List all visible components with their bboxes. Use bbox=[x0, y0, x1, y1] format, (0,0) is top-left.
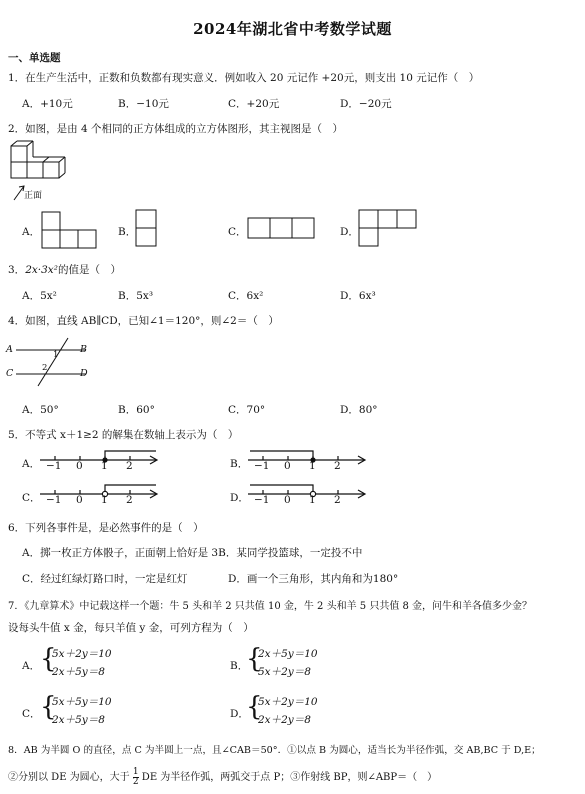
q7-option-d-eq1: 5x＋2y＝10 bbox=[258, 696, 318, 708]
q2-option-d-letter[interactable]: D． bbox=[340, 226, 359, 238]
q7-option-b-eq1: 2x＋5y＝10 bbox=[258, 648, 318, 660]
q3-expression: 2x·3x² bbox=[25, 264, 58, 276]
q2-option-a-letter[interactable]: A． bbox=[22, 226, 41, 238]
q5-option-a-letter[interactable]: A． bbox=[22, 458, 41, 470]
q5-option-c-letter[interactable]: C． bbox=[22, 492, 41, 504]
q6-option-a-b[interactable]: A．掷一枚正方体骰子，正面朝上恰好是 3B．某同学投篮球，一定投不中 bbox=[22, 547, 363, 559]
q7-option-c-letter[interactable]: C． bbox=[22, 708, 41, 720]
q5-a-tick-2: 2 bbox=[126, 460, 133, 472]
q8-fraction bbox=[133, 768, 139, 787]
question-1-stem: 1．在生产生活中，正数和负数都有现实意义．例如收入 20 元记作 +20元，则支出 10 元记作（ ） bbox=[8, 72, 480, 84]
q3-option-d[interactable]: D．6x³ bbox=[340, 290, 376, 302]
q4-label-c: C bbox=[6, 368, 14, 379]
q4-angle-2-label: 2 bbox=[42, 363, 48, 373]
q5-c-tick-1: 1 bbox=[101, 494, 108, 506]
question-3-stem bbox=[8, 262, 121, 277]
question-7-stem-line2: 设每头牛值 x 金，每只羊值 y 金，可列方程为（ ） bbox=[8, 622, 254, 634]
q2-option-c-letter[interactable]: C． bbox=[228, 226, 247, 238]
question-8-line1: 8．AB 为半圆 O 的直径，点 C 为半圆上一点，且∠CAB＝50°．①以点 B 为圆心，适当长为半径作弧，交 AB,BC 于 D,E； bbox=[8, 745, 541, 756]
q2-option-d-view[interactable] bbox=[357, 208, 421, 250]
q4-option-b[interactable]: B．60° bbox=[118, 404, 155, 416]
q1-option-c[interactable]: C．+20元 bbox=[228, 98, 280, 110]
q5-d-tick-1: 1 bbox=[309, 494, 316, 506]
q5-d-tick-0: 0 bbox=[284, 494, 291, 506]
q7-option-c-brace: { bbox=[40, 692, 57, 722]
question-8-line2 bbox=[8, 768, 437, 787]
q5-b-tick-2: 2 bbox=[334, 460, 341, 472]
q8-fraction-numerator: 1 bbox=[132, 767, 139, 777]
q4-option-c[interactable]: C．70° bbox=[228, 404, 266, 416]
q5-c-tick-2: 2 bbox=[126, 494, 133, 506]
q7-option-a-eq1: 5x＋2y＝10 bbox=[52, 648, 112, 660]
q5-d-tick-2: 2 bbox=[334, 494, 341, 506]
q7-option-a-letter[interactable]: A． bbox=[22, 660, 41, 672]
question-4-stem: 4．如图，直线 AB∥CD，已知∠1＝120°，则∠2＝（ ） bbox=[8, 315, 279, 327]
question-2-stem: 2．如图，是由 4 个相同的正方体组成的立方体图形，其主视图是（ ） bbox=[8, 123, 344, 135]
q4-option-d[interactable]: D．80° bbox=[340, 404, 378, 416]
q3-stem-prefix: 3． bbox=[8, 264, 26, 276]
q7-option-b-brace: { bbox=[246, 644, 263, 674]
q6-option-d[interactable]: D．画一个三角形，其内角和为180° bbox=[228, 573, 399, 585]
q5-c-tick-neg1: −1 bbox=[46, 494, 62, 506]
q7-option-a-eq2: 2x＋5y＝8 bbox=[52, 666, 105, 678]
q7-option-d-eq2: 2x＋2y＝8 bbox=[258, 714, 311, 726]
q4-label-a: A bbox=[6, 344, 13, 355]
q5-d-tick-neg1: −1 bbox=[254, 494, 270, 506]
q7-option-c-eq2: 2x＋5y＝8 bbox=[52, 714, 105, 726]
q5-a-tick-neg1: −1 bbox=[46, 460, 62, 472]
q1-option-b[interactable]: B．−10元 bbox=[118, 98, 169, 110]
q7-option-a-brace: { bbox=[40, 644, 57, 674]
q4-option-a[interactable]: A．50° bbox=[22, 404, 59, 416]
q7-option-b-eq2: 5x＋2y＝8 bbox=[258, 666, 311, 678]
q4-label-b: B bbox=[80, 344, 87, 355]
q8-line2-part1: ②分别以 DE 为圆心，大于 bbox=[8, 772, 130, 783]
q5-c-tick-0: 0 bbox=[76, 494, 83, 506]
q2-front-label: 正面 bbox=[24, 191, 43, 201]
q5-option-b-letter[interactable]: B． bbox=[230, 458, 249, 470]
q8-fraction-denominator: 2 bbox=[132, 777, 139, 787]
q6-option-c[interactable]: C．经过红绿灯路口时，一定是红灯 bbox=[22, 573, 188, 585]
q3-option-a[interactable]: A．5x² bbox=[22, 290, 57, 302]
q2-option-c-view[interactable] bbox=[246, 216, 316, 244]
q2-option-b-letter[interactable]: B． bbox=[118, 226, 137, 238]
q5-a-tick-1: 1 bbox=[101, 460, 108, 472]
page-title: 2024年湖北省中考数学试题 bbox=[193, 20, 392, 38]
q2-option-a-view[interactable] bbox=[40, 210, 100, 250]
q7-option-c-eq1: 5x＋5y＝10 bbox=[52, 696, 112, 708]
question-7-stem-line1: 7．《九章算术》中记载这样一个题：牛 5 头和羊 2 只共值 10 金，牛 2 头和羊 5 只共值 8 金，问牛和羊各值多少金？ bbox=[8, 601, 533, 612]
question-6-stem: 6．下列各事件是，是必然事件的是（ ） bbox=[8, 522, 204, 534]
q5-option-d-letter[interactable]: D． bbox=[230, 492, 249, 504]
q2-option-b-view[interactable] bbox=[134, 208, 164, 250]
q3-option-b[interactable]: B．5x³ bbox=[118, 290, 154, 302]
q5-b-tick-0: 0 bbox=[284, 460, 291, 472]
q5-b-tick-1: 1 bbox=[309, 460, 316, 472]
q5-b-tick-neg1: −1 bbox=[254, 460, 270, 472]
q4-angle-1-label: 1 bbox=[53, 350, 59, 360]
q4-label-d: D bbox=[80, 368, 88, 379]
q7-option-d-letter[interactable]: D． bbox=[230, 708, 249, 720]
question-5-stem: 5．不等式 x＋1≥2 的解集在数轴上表示为（ ） bbox=[8, 429, 239, 441]
q5-a-tick-0: 0 bbox=[76, 460, 83, 472]
section-heading: 一、单选题 bbox=[8, 52, 61, 64]
q1-option-a[interactable]: A．+10元 bbox=[22, 98, 73, 110]
q1-option-d[interactable]: D．−20元 bbox=[340, 98, 392, 110]
q8-line2-part2: DE 为半径作弧，两弧交于点 P；③作射线 BP，则∠ABP＝（ ） bbox=[141, 772, 438, 783]
q3-stem-suffix: 的值是（ ） bbox=[57, 264, 121, 276]
q7-option-b-letter[interactable]: B． bbox=[230, 660, 249, 672]
q7-option-d-brace: { bbox=[246, 692, 263, 722]
q3-option-c[interactable]: C．6x² bbox=[228, 290, 264, 302]
